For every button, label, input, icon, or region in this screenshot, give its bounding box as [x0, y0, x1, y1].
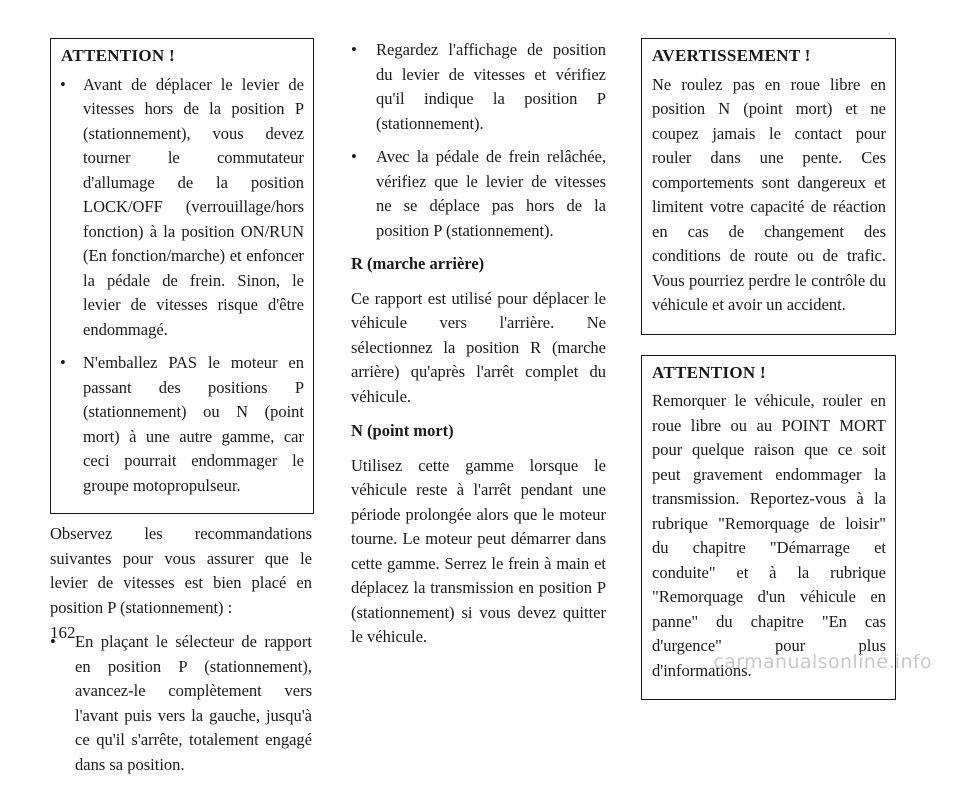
attention-towing-text: Remorquer le véhicule, rouler en roue libre ou au POINT MORT pour quelque raison que ce soit peut gravement endommager la transmission. Reportez-vous à la rubrique "Remorquage de loisir" du chapitre "Démarrage et conduite" et à la rubrique "Remorquage d'un véhicule en panne" du chapitre "En cas d'urgence" pour plus d'informations. — [652, 391, 886, 680]
warning-title: AVERTISSEMENT ! — [652, 46, 811, 65]
attention-towing-title: ATTENTION ! — [652, 362, 766, 382]
attention-box — [50, 38, 314, 514]
parking-intro-paragraph: Observez les recommandations suivantes pour vous assurer que le levier de vitesses est bien placé en position P (stationnement) : — [50, 524, 312, 617]
neutral-heading: N (point mort) — [351, 421, 454, 440]
attention-bullet-2: • N'emballez PAS le moteur en passant des positions P (stationnement) ou N (point mort) à une autre gamme, car ceci pourrait endommager le groupe motopropulseur. — [61, 351, 304, 498]
parking-bullet-3: • Avec la pédale de frein relâchée, vérifiez que le levier de vitesses ne se déplace pas hors de la position P (stationnement). — [351, 145, 606, 243]
attention-bullet-1: • Avant de déplacer le levier de vitesses hors de la position P (stationnement), vous devez tourner le commutateur d'allumage de la position LOCK/OFF (verrouillage/hors fonction) à la position ON/RUN (En fonction/marche) et enfoncer la pédale de frein. Sinon, le levier de vitesses risque d'être endommagé. — [61, 73, 304, 343]
warning-text: Ne roulez pas en roue libre en position N (point mort) et ne coupez jamais le contact pour rouler dans une pente. Ces comportements sont dangereux et limitent votre capacité de réaction en cas de changement des conditions de route ou de trafic. Vous pourriez perdre le contrôle du véhicule et avoir un accident. — [652, 74, 886, 314]
attention-bullet-list — [61, 73, 304, 499]
neutral-paragraph: Utilisez cette gamme lorsque le véhicule reste à l'arrêt pendant une période prolongée alors que le moteur tourne. Le moteur peut démarrer dans cette gamme. Serrez le frein à main et déplacez la transmission en position P (stationnement) si vous devez quitter le véhicule. — [351, 455, 606, 646]
attention-box-towing — [641, 355, 896, 701]
parking-bullet-2: • Regardez l'affichage de position du levier de vitesses et vérifiez qu'il indique la position P (stationnement). — [351, 38, 606, 136]
column-2 — [351, 38, 606, 660]
reverse-heading: R (marche arrière) — [351, 254, 485, 273]
watermark: carmanualsonline.info — [713, 651, 932, 673]
attention-title: ATTENTION ! — [61, 46, 175, 65]
parking-bullet-list — [50, 630, 312, 777]
column-3 — [641, 38, 896, 700]
parking-bullet-list-continued — [351, 38, 606, 243]
parking-bullet-1: • En plaçant le sélecteur de rapport en position P (stationnement), avancez-le complètement vers l'avant puis vers la gauche, jusqu'à ce qu'il s'arrête, totalement engagé dans sa position. — [50, 630, 312, 777]
page-number: 162 — [50, 623, 76, 642]
column-1 — [50, 38, 312, 786]
reverse-paragraph: Ce rapport est utilisé pour déplacer le véhicule vers l'arrière. Ne sélectionnez la position R (marche arrière) qu'après l'arrêt complet du véhicule. — [351, 288, 606, 406]
warning-box — [641, 38, 896, 335]
